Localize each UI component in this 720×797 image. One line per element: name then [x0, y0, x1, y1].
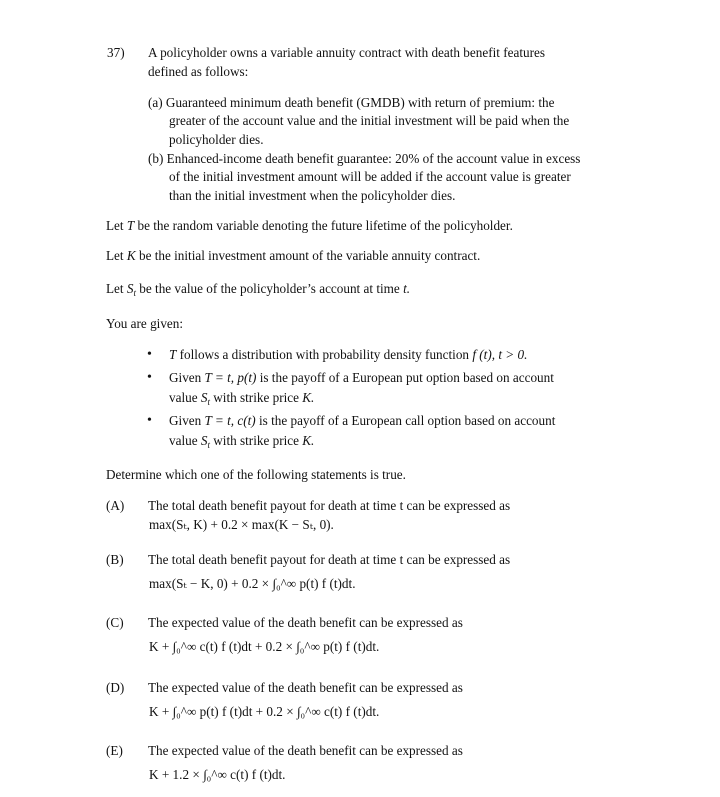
feature-a-line-1: (a) Guaranteed minimum death benefit (GMDB) with return of premium: the [148, 95, 555, 110]
bullet-3-line-2: value $S_t$ with strike price K. [169, 433, 315, 450]
option-a-text: The total death benefit payout for death at time t can be expressed as [148, 498, 511, 513]
let-s-statement: Let $S_t$ be the value of the policyholder’s account at time t. [106, 281, 411, 298]
determine-statement: Determine which one of the following statements is true. [106, 467, 406, 482]
option-d-label: (D) [106, 680, 125, 695]
let-t-statement: Let T be the random variable denoting the future lifetime of the policyholder. [106, 218, 513, 233]
let-k-statement: Let K be the initial investment amount of the variable annuity contract. [106, 248, 481, 263]
bullet-2-line-1: Given T = t, p(t) is the payoff of a European put option based on account [169, 370, 554, 385]
intro-line-1: A policyholder owns a variable annuity contract with death benefit features [148, 45, 545, 60]
feature-b-line-1: (b) Enhanced-income death benefit guarantee: 20% of the account value in excess [148, 151, 581, 166]
feature-a-line-2: greater of the account value and the initial investment will be paid when the [169, 113, 570, 128]
option-a-formula: max(Sₜ, K) + 0.2 × max(K − Sₜ, 0). [149, 517, 334, 532]
option-e-text: The expected value of the death benefit can be expressed as [148, 743, 463, 758]
feature-a-line-3: policyholder dies. [169, 132, 264, 147]
bullet-icon: • [147, 413, 152, 428]
option-a-label: (A) [106, 498, 125, 513]
option-e-formula: K + 1.2 × ∫₀^∞ c(t) f (t)dt. [149, 767, 286, 782]
option-d-formula: K + ∫₀^∞ p(t) f (t)dt + 0.2 × ∫₀^∞ c(t) f (t)dt. [149, 704, 380, 719]
option-b-text: The total death benefit payout for death at time t can be expressed as [148, 552, 511, 567]
given-intro: You are given: [106, 316, 184, 331]
bullet-3-line-1: Given T = t, c(t) is the payoff of a European call option based on account [169, 413, 556, 428]
option-d-text: The expected value of the death benefit can be expressed as [148, 680, 463, 695]
option-c-formula: K + ∫₀^∞ c(t) f (t)dt + 0.2 × ∫₀^∞ p(t) f (t)dt. [149, 639, 380, 654]
bullet-1-text: T follows a distribution with probability density function f (t), t > 0. [169, 347, 528, 362]
bullet-icon: • [147, 370, 152, 385]
option-e-label: (E) [106, 743, 123, 758]
intro-line-2: defined as follows: [148, 64, 249, 79]
bullet-icon: • [147, 347, 152, 362]
option-b-label: (B) [106, 552, 124, 567]
question-number: 37) [107, 45, 125, 60]
feature-b-line-2: of the initial investment amount will be added if the account value is greater [169, 169, 571, 184]
feature-b-line-3: than the initial investment when the policyholder dies. [169, 188, 456, 203]
bullet-2-line-2: value $S_t$ with strike price K. [169, 390, 315, 407]
option-c-label: (C) [106, 615, 124, 630]
option-b-formula: max(Sₜ − K, 0) + 0.2 × ∫₀^∞ p(t) f (t)dt. [149, 576, 356, 591]
option-c-text: The expected value of the death benefit can be expressed as [148, 615, 463, 630]
